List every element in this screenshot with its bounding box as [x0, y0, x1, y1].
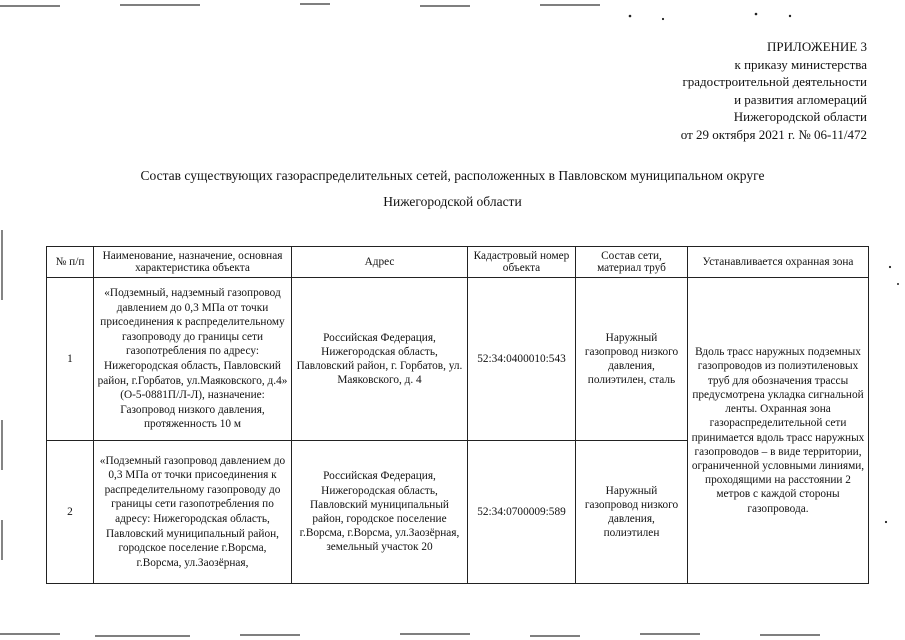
appendix-line: от 29 октября 2021 г. № 06-11/472 [680, 126, 867, 142]
object-address: Российская Федерация, Нижегородская область, Павловский муниципальный район, городское поселение г.Ворсма, г.Ворсма, ул.Заозёрная, земельный участок 20 [292, 441, 468, 584]
cadastral-number: 52:34:0400010:543 [468, 278, 576, 441]
table-row [47, 278, 869, 441]
document-title-region: Нижегородской области [383, 194, 522, 209]
appendix-line: градостроительной деятельности [682, 74, 867, 89]
col-header-cadastral: Кадастровый номер объекта [468, 247, 576, 278]
table-header-row [47, 247, 869, 278]
object-address: Российская Федерация, Нижегородская область, Павловский район, г. Горбатов, ул. Маяковского, д. 4 [292, 278, 468, 441]
gas-network-table [46, 246, 869, 584]
row-number: 1 [47, 278, 94, 441]
object-description: «Подземный, надземный газопровод давлением до 0,3 МПа от точки присоединения к распределительному газопроводу до границы сети газопотребления по адресу: Нижегородская область, Павловский район, г.Горбатов, ул.Маяковского, д.4» (О-5-0881П/Л-Л), назначение: Газопровод низкого давления, протяженность 10 м [94, 278, 292, 441]
col-header-name: Наименование, назначение, основная характеристика объекта [94, 247, 292, 278]
col-header-material: Состав сети, материал труб [576, 247, 688, 278]
appendix-line: и развития агломераций [734, 91, 867, 107]
col-header-number: № п/п [47, 247, 94, 278]
col-header-address: Адрес [292, 247, 468, 278]
row-number: 2 [47, 441, 94, 584]
col-header-zone: Устанавливается охранная зона [688, 247, 869, 278]
appendix-line: ПРИЛОЖЕНИЕ 3 [767, 39, 867, 54]
document-title: Состав существующих газораспределительных сетей, расположенных в Павловском муниципальном округе [140, 168, 765, 183]
cadastral-number: 52:34:0700009:589 [468, 441, 576, 584]
object-description: «Подземный газопровод давлением до 0,3 МПа от точки присоединения к распределительному газопроводу до границы сети газопотребления по адресу: Нижегородская область, Павловский муниципальный район, городское поселение г.Ворсма, г.Ворсма, ул.Заозёрная, [94, 441, 292, 584]
appendix-block [681, 38, 867, 143]
appendix-line: Нижегородской области [733, 109, 867, 124]
appendix-line: к приказу министерства [734, 56, 867, 72]
network-material: Наружный газопровод низкого давления, полиэтилен, сталь [576, 278, 688, 441]
network-material: Наружный газопровод низкого давления, полиэтилен [576, 441, 688, 584]
protection-zone-text: Вдоль трасс наружных подземных газопроводов из полиэтиленовых труб для обозначения трассы предусмотрена укладка сигнальной ленты. Охранная зона газораспределительной сети принимается вдоль трасс наружных газопроводов – в виде территории, ограниченной условными линиями, проходящими на расстоянии 2 метров с каждой стороны газопровода. [688, 278, 869, 584]
